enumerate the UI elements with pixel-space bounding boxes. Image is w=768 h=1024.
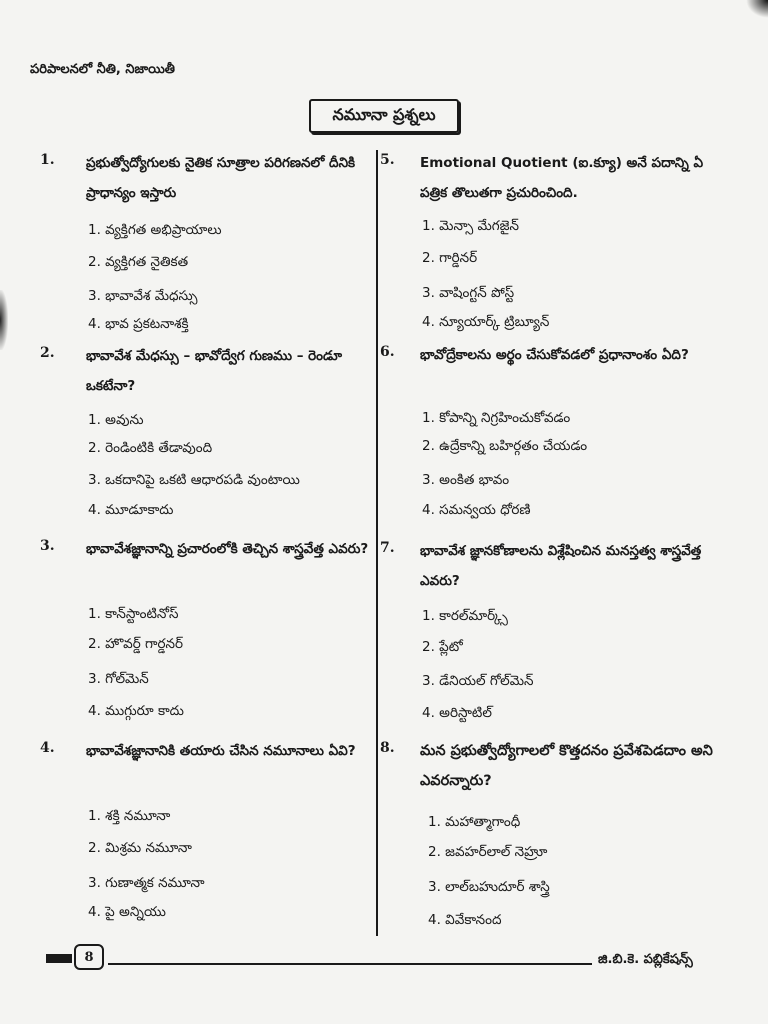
footer-rule bbox=[108, 963, 592, 965]
option: 2. గార్డినర్ bbox=[422, 250, 478, 266]
option: 1. వ్యక్తిగత అభిప్రాయాలు bbox=[88, 222, 222, 238]
option: 1. శక్తి నమూనా bbox=[88, 808, 171, 824]
option: 4. మూడూకాదు bbox=[88, 502, 174, 518]
question-text: భావావేశజ్ఞానానికి తయారు చేసిన నమూనాలు ఏవి? bbox=[86, 743, 356, 759]
option: 3. గోల్‌మెన్ bbox=[88, 671, 149, 687]
option: 3. అంకిత భావం bbox=[422, 472, 510, 488]
publisher-name: జి.బి.కె. పబ్లికేషన్స్ bbox=[598, 952, 693, 967]
option: 4. ముగ్గురూ కాదు bbox=[88, 703, 184, 719]
option: 1. కారల్‌మార్క్స్ bbox=[422, 608, 508, 624]
question-number: 7. bbox=[380, 540, 395, 556]
question-number: 8. bbox=[380, 740, 395, 756]
option: 3. లాల్‌బహుదూర్ శాస్త్రి bbox=[428, 879, 550, 895]
question-text: భావావేశ జ్ఞానకోణాలను విశ్లేషించిన మనస్తత్వ శాస్త్రవేత్త ఎవరు? bbox=[420, 543, 702, 589]
option: 2. ఉద్రేకాన్ని బహిర్గతం చేయడం bbox=[422, 438, 588, 454]
option: 4. భావ ప్రకటనాశక్తి bbox=[88, 316, 189, 332]
option: 1. అవును bbox=[88, 412, 144, 428]
option: 3. డేనియల్ గోల్‌మెన్ bbox=[422, 673, 534, 689]
section-title-box bbox=[309, 99, 459, 133]
option: 3. వాషింగ్టన్ పోస్ట్ bbox=[422, 285, 515, 301]
option: 2. రెండింటికి తేడావుంది bbox=[88, 440, 213, 456]
question-text: భావావేశ మేధస్సు – భావోద్వేగ గుణము – రెండూ ఒకటేనా? bbox=[86, 348, 342, 394]
question-number: 2. bbox=[40, 345, 55, 361]
option: 4. సమన్వయ ధోరణి bbox=[422, 502, 531, 518]
option: 1. మహాత్మాగాంధీ bbox=[428, 814, 521, 830]
option: 2. హొవర్డ్ గార్డనర్ bbox=[88, 636, 183, 652]
question-text: భావావేశజ్ఞానాన్ని ప్రచారంలోకి తెచ్చిన శాస్త్రవేత్త ఎవరు? bbox=[86, 541, 369, 557]
question-number: 5. bbox=[380, 152, 395, 168]
option: 2. మిశ్రమ నమూనా bbox=[88, 840, 192, 856]
option: 1. మెన్సా మేగజైన్ bbox=[422, 218, 520, 234]
page-number-box bbox=[74, 944, 104, 970]
question-number: 3. bbox=[40, 538, 55, 554]
question-number: 1. bbox=[40, 152, 55, 168]
page-number: 8 bbox=[84, 949, 94, 965]
option: 4. పై అన్నియు bbox=[88, 904, 166, 920]
question-number: 6. bbox=[380, 344, 395, 360]
option: 1. కోపాన్ని నిగ్రహించుకోవడం bbox=[422, 410, 571, 426]
option: 3. భావావేశ మేధస్సు bbox=[88, 288, 198, 304]
option: 2. జవహర్‌లాల్ నెహ్రూ bbox=[428, 844, 548, 860]
section-title: నమూనా ప్రశ్నలు bbox=[332, 104, 436, 124]
option: 2. ప్లేటో bbox=[422, 639, 463, 655]
running-head: పరిపాలనలో నీతి, నిజాయితీ bbox=[30, 62, 175, 77]
option: 1. కాన్‌స్టాంటినోస్ bbox=[88, 606, 179, 622]
option: 2. వ్యక్తిగత నైతికత bbox=[88, 254, 189, 270]
question-number: 4. bbox=[40, 740, 55, 756]
question-text: మన ప్రభుత్వోద్యోగాలలో కొత్తదనం ప్రవేశపెడదాం అని ఎవరన్నారు? bbox=[420, 743, 713, 789]
option: 3. ఒకదానిపై ఒకటి ఆధారపడి వుంటాయి bbox=[88, 472, 300, 488]
option: 4. అరిస్టాటిల్ bbox=[422, 705, 492, 721]
scan-shadow-left bbox=[0, 290, 8, 350]
question-text: ప్రభుత్వోద్యోగులకు నైతిక సూత్రాల పరిగణనలో దీనికి ప్రాధాన్యం ఇస్తారు bbox=[86, 155, 356, 201]
option: 4. న్యూయార్క్ ట్రిబ్యూన్ bbox=[422, 314, 550, 330]
question-text: Emotional Quotient (ఐ.క్యూ) అనే పదాన్ని ఏ పత్రిక తొలుతగా ప్రచురించింది. bbox=[420, 155, 704, 201]
question-text: భావోద్రేకాలను అర్థం చేసుకోవడలో ప్రధానాంశం ఏది? bbox=[420, 347, 689, 363]
option: 3. గుణాత్మక నమూనా bbox=[88, 875, 205, 891]
option: 4. వివేకానంద bbox=[428, 912, 502, 928]
scan-shadow-corner bbox=[746, 0, 768, 18]
footer-bar bbox=[46, 954, 72, 963]
